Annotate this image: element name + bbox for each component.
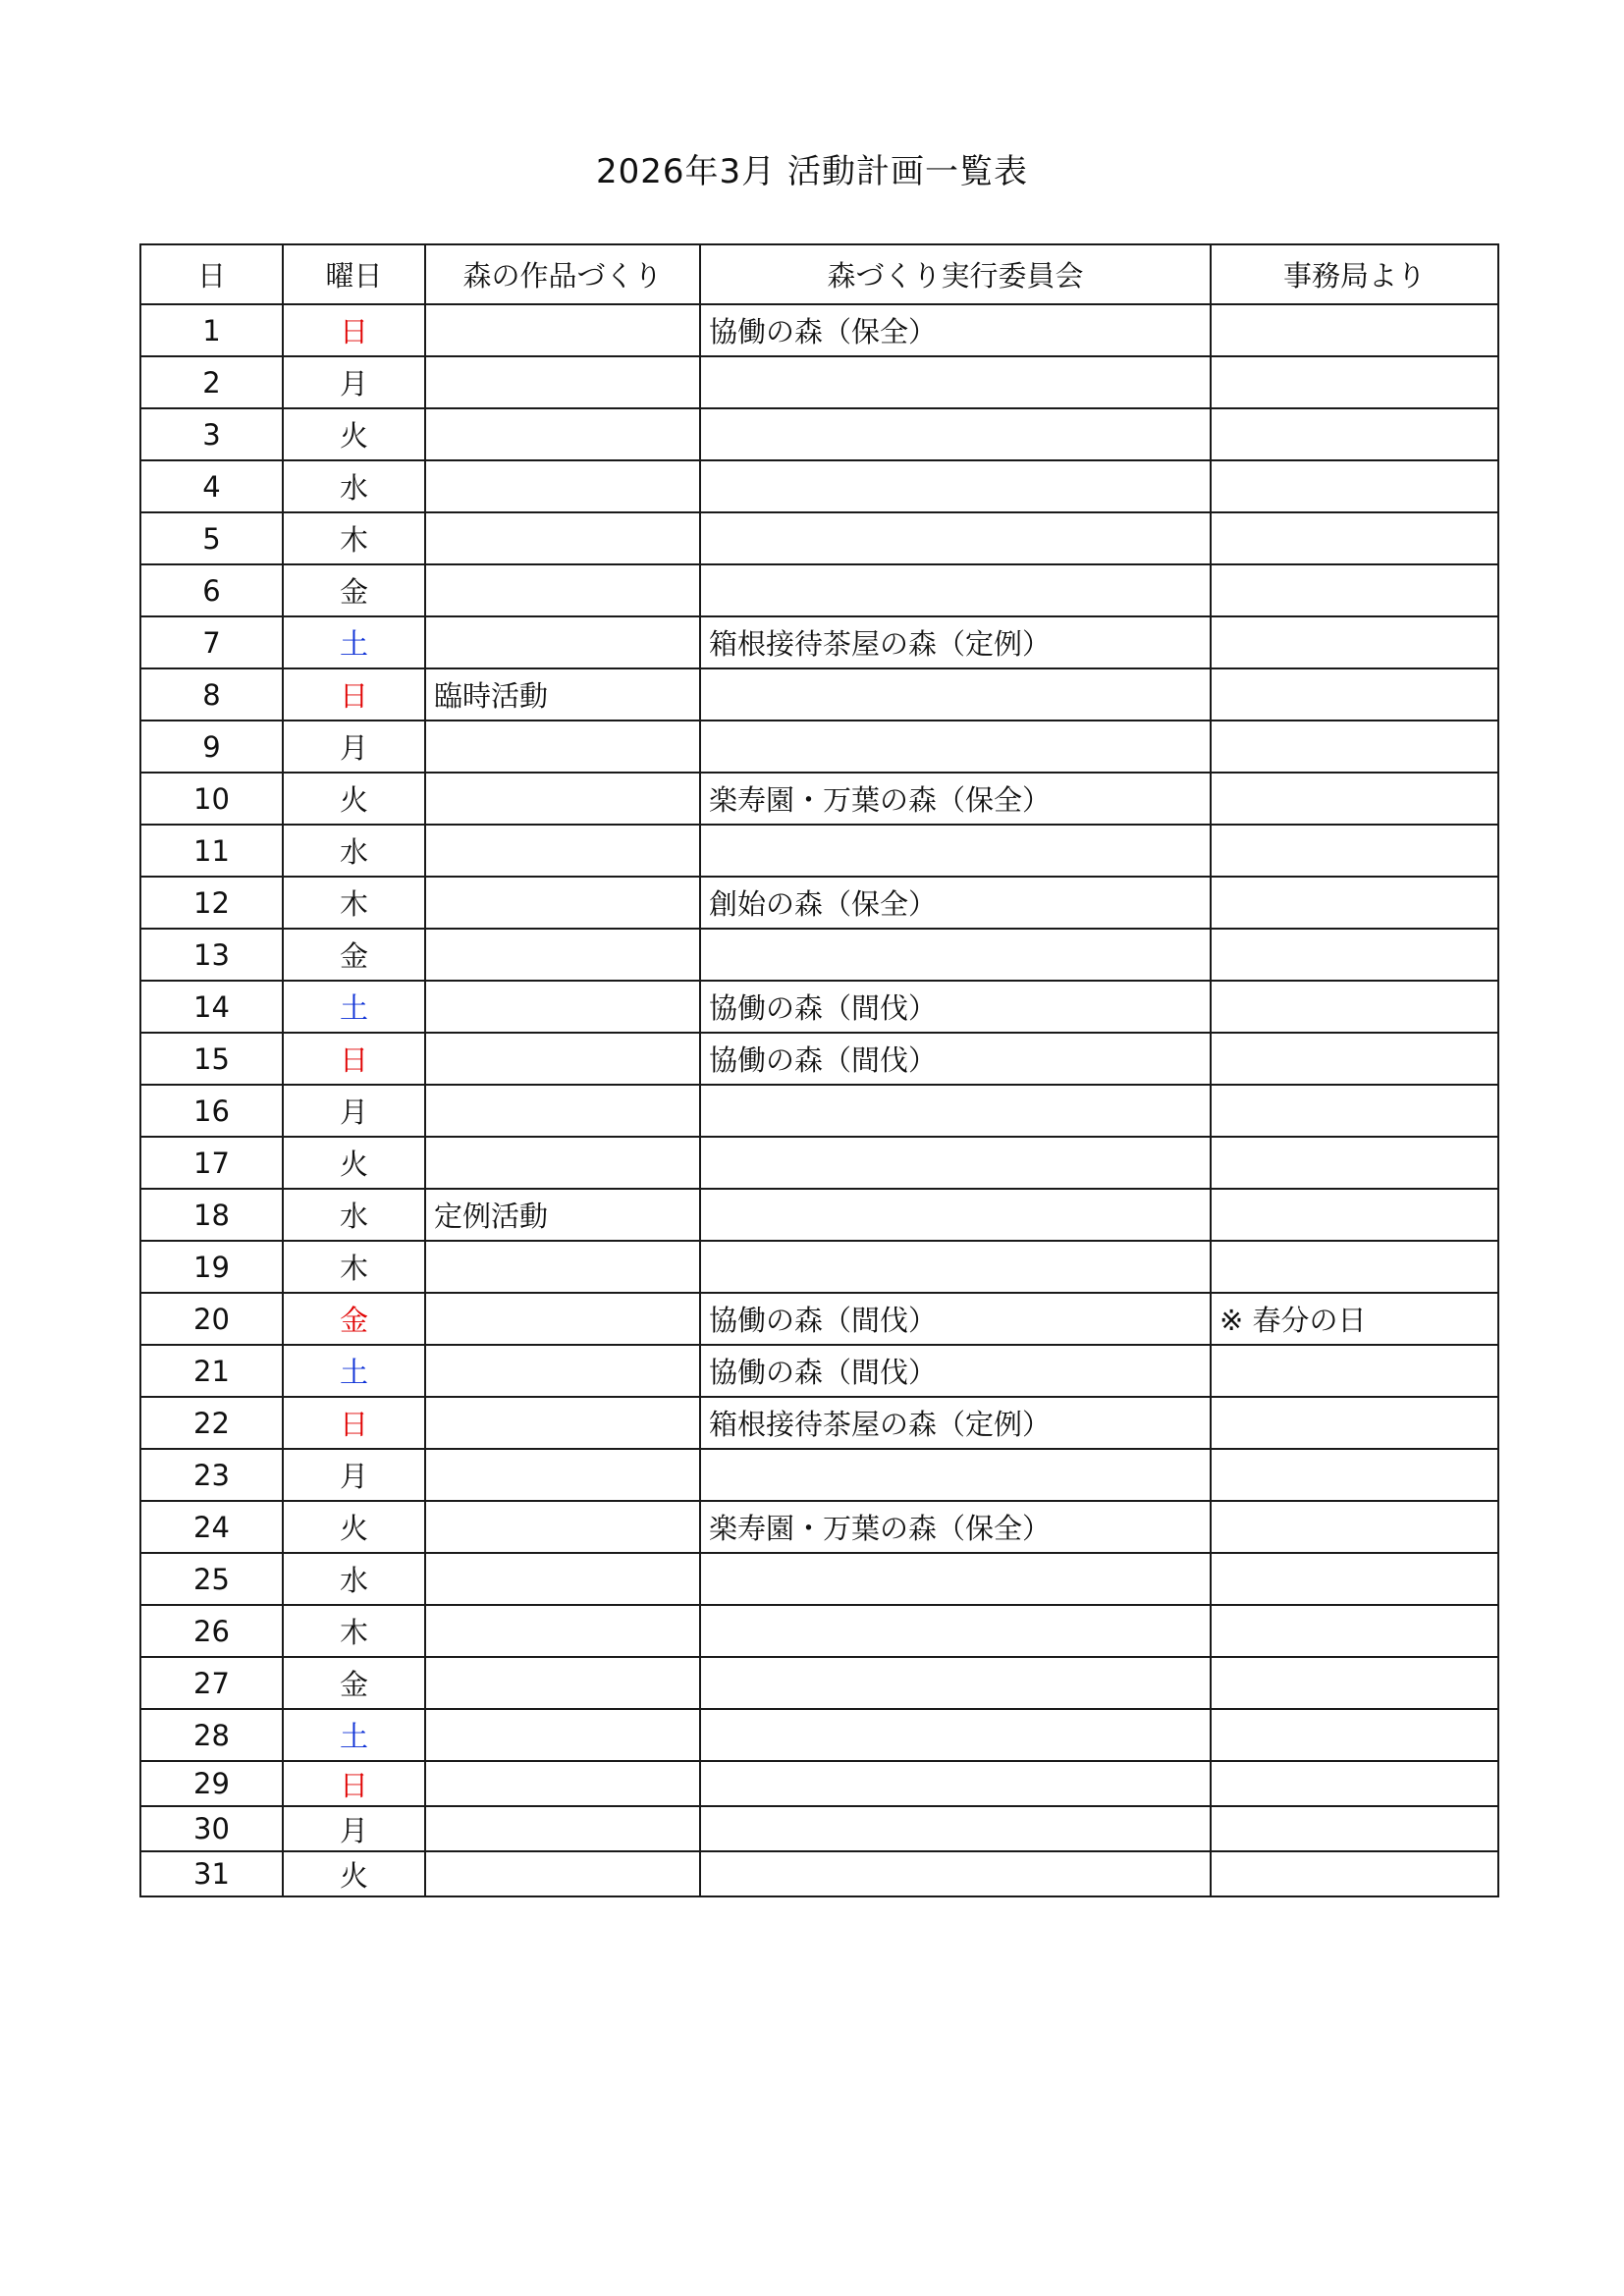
day-cell: 5 <box>140 512 283 564</box>
day-cell: 18 <box>140 1189 283 1241</box>
day-cell: 7 <box>140 616 283 668</box>
office-notes-cell <box>1211 1761 1498 1806</box>
office-notes-cell <box>1211 1709 1498 1761</box>
forest-works-cell <box>425 616 700 668</box>
office-notes-cell <box>1211 512 1498 564</box>
office-notes-cell <box>1211 1449 1498 1501</box>
page-title: 2026年3月 活動計画一覧表 <box>596 152 1028 191</box>
forest-works-cell <box>425 1241 700 1293</box>
table-row <box>140 1605 1498 1657</box>
forest-committee-cell <box>700 356 1211 408</box>
office-notes-cell <box>1211 1085 1498 1137</box>
forest-committee-cell: 協働の森（間伐） <box>700 1293 1211 1345</box>
table-row <box>140 1553 1498 1605</box>
table-row <box>140 1241 1498 1293</box>
forest-works-cell <box>425 721 700 773</box>
forest-committee-cell: 楽寿園・万葉の森（保全） <box>700 773 1211 825</box>
forest-works-cell <box>425 773 700 825</box>
forest-committee-cell <box>700 1709 1211 1761</box>
weekday-cell: 月 <box>283 721 425 773</box>
day-cell: 27 <box>140 1657 283 1709</box>
table-row <box>140 304 1498 356</box>
weekday-cell: 月 <box>283 1806 425 1851</box>
weekday-cell: 月 <box>283 1085 425 1137</box>
table-row <box>140 564 1498 616</box>
office-notes-cell <box>1211 1397 1498 1449</box>
day-cell: 2 <box>140 356 283 408</box>
forest-committee-cell <box>700 460 1211 512</box>
table-row <box>140 1085 1498 1137</box>
forest-committee-cell: 創始の森（保全） <box>700 877 1211 929</box>
forest-committee-cell <box>700 408 1211 460</box>
forest-works-cell <box>425 512 700 564</box>
forest-committee-cell <box>700 721 1211 773</box>
table-row <box>140 1189 1498 1241</box>
forest-committee-cell <box>700 1449 1211 1501</box>
day-cell: 26 <box>140 1605 283 1657</box>
weekday-cell: 日 <box>283 1033 425 1085</box>
office-notes-cell <box>1211 1189 1498 1241</box>
forest-committee-cell <box>700 668 1211 721</box>
table-row <box>140 773 1498 825</box>
day-cell: 12 <box>140 877 283 929</box>
weekday-cell: 金 <box>283 929 425 981</box>
forest-works-cell <box>425 1709 700 1761</box>
office-notes-cell <box>1211 721 1498 773</box>
header-weekday: 曜日 <box>283 244 425 304</box>
weekday-cell: 月 <box>283 1449 425 1501</box>
office-notes-cell <box>1211 1851 1498 1896</box>
forest-committee-cell: 箱根接待茶屋の森（定例） <box>700 616 1211 668</box>
day-cell: 21 <box>140 1345 283 1397</box>
office-notes-cell <box>1211 356 1498 408</box>
office-notes-cell <box>1211 1033 1498 1085</box>
weekday-cell: 水 <box>283 1553 425 1605</box>
table-row <box>140 721 1498 773</box>
day-cell: 14 <box>140 981 283 1033</box>
forest-works-cell <box>425 1345 700 1397</box>
forest-works-cell <box>425 1397 700 1449</box>
header-forest-works: 森の作品づくり <box>425 244 700 304</box>
forest-works-cell <box>425 1449 700 1501</box>
forest-works-cell <box>425 1085 700 1137</box>
day-cell: 17 <box>140 1137 283 1189</box>
table-row <box>140 512 1498 564</box>
day-cell: 30 <box>140 1806 283 1851</box>
weekday-cell: 火 <box>283 1501 425 1553</box>
weekday-cell: 水 <box>283 825 425 877</box>
weekday-cell: 金 <box>283 1657 425 1709</box>
day-cell: 31 <box>140 1851 283 1896</box>
forest-works-cell <box>425 981 700 1033</box>
forest-committee-cell: 楽寿園・万葉の森（保全） <box>700 1501 1211 1553</box>
weekday-cell: 土 <box>283 1709 425 1761</box>
table-row <box>140 929 1498 981</box>
weekday-cell: 火 <box>283 773 425 825</box>
weekday-cell: 土 <box>283 1345 425 1397</box>
forest-committee-cell: 箱根接待茶屋の森（定例） <box>700 1397 1211 1449</box>
office-notes-cell <box>1211 773 1498 825</box>
table-row <box>140 981 1498 1033</box>
day-cell: 3 <box>140 408 283 460</box>
weekday-cell: 日 <box>283 668 425 721</box>
header-office-notes: 事務局より <box>1211 244 1498 304</box>
forest-committee-cell <box>700 825 1211 877</box>
day-cell: 22 <box>140 1397 283 1449</box>
day-cell: 15 <box>140 1033 283 1085</box>
forest-committee-cell: 協働の森（保全） <box>700 304 1211 356</box>
table-header-row <box>140 244 1498 304</box>
forest-works-cell <box>425 304 700 356</box>
table-row <box>140 1761 1498 1806</box>
weekday-cell: 木 <box>283 1605 425 1657</box>
table-row <box>140 460 1498 512</box>
header-forest-committee: 森づくり実行委員会 <box>700 244 1211 304</box>
weekday-cell: 火 <box>283 1137 425 1189</box>
office-notes-cell <box>1211 564 1498 616</box>
forest-works-cell <box>425 1293 700 1345</box>
forest-works-cell <box>425 1137 700 1189</box>
table-row <box>140 1806 1498 1851</box>
day-cell: 1 <box>140 304 283 356</box>
office-notes-cell <box>1211 616 1498 668</box>
forest-committee-cell <box>700 1553 1211 1605</box>
weekday-cell: 火 <box>283 408 425 460</box>
office-notes-cell <box>1211 1501 1498 1553</box>
forest-works-cell <box>425 460 700 512</box>
forest-works-cell <box>425 1605 700 1657</box>
day-cell: 9 <box>140 721 283 773</box>
day-cell: 8 <box>140 668 283 721</box>
weekday-cell: 水 <box>283 460 425 512</box>
office-notes-cell <box>1211 668 1498 721</box>
forest-committee-cell: 協働の森（間伐） <box>700 1345 1211 1397</box>
weekday-cell: 水 <box>283 1189 425 1241</box>
table-row <box>140 1397 1498 1449</box>
forest-committee-cell <box>700 1657 1211 1709</box>
table-body <box>140 304 1498 1896</box>
table-row <box>140 1709 1498 1761</box>
forest-committee-cell <box>700 1761 1211 1806</box>
office-notes-cell <box>1211 877 1498 929</box>
weekday-cell: 日 <box>283 1397 425 1449</box>
day-cell: 4 <box>140 460 283 512</box>
table-row <box>140 1449 1498 1501</box>
table-row <box>140 1293 1498 1345</box>
table-row <box>140 825 1498 877</box>
weekday-cell: 火 <box>283 1851 425 1896</box>
table-row <box>140 1033 1498 1085</box>
forest-committee-cell <box>700 1605 1211 1657</box>
day-cell: 20 <box>140 1293 283 1345</box>
weekday-cell: 木 <box>283 877 425 929</box>
forest-committee-cell <box>700 1851 1211 1896</box>
office-notes-cell <box>1211 1605 1498 1657</box>
forest-works-cell: 臨時活動 <box>425 668 700 721</box>
forest-works-cell <box>425 825 700 877</box>
table-row <box>140 1345 1498 1397</box>
forest-committee-cell: 協働の森（間伐） <box>700 1033 1211 1085</box>
office-notes-cell <box>1211 929 1498 981</box>
forest-works-cell: 定例活動 <box>425 1189 700 1241</box>
forest-committee-cell <box>700 564 1211 616</box>
forest-works-cell <box>425 1851 700 1896</box>
forest-works-cell <box>425 877 700 929</box>
day-cell: 16 <box>140 1085 283 1137</box>
forest-works-cell <box>425 408 700 460</box>
forest-works-cell <box>425 564 700 616</box>
office-notes-cell <box>1211 408 1498 460</box>
day-cell: 11 <box>140 825 283 877</box>
weekday-cell: 金 <box>283 1293 425 1345</box>
activity-schedule-table <box>139 243 1499 1897</box>
table-row <box>140 877 1498 929</box>
table-row <box>140 408 1498 460</box>
forest-works-cell <box>425 1553 700 1605</box>
table-row <box>140 1137 1498 1189</box>
forest-committee-cell <box>700 1806 1211 1851</box>
weekday-cell: 金 <box>283 564 425 616</box>
header-day: 日 <box>140 244 283 304</box>
day-cell: 28 <box>140 1709 283 1761</box>
weekday-cell: 日 <box>283 304 425 356</box>
table-row <box>140 356 1498 408</box>
day-cell: 6 <box>140 564 283 616</box>
office-notes-cell <box>1211 1553 1498 1605</box>
day-cell: 29 <box>140 1761 283 1806</box>
weekday-cell: 月 <box>283 356 425 408</box>
forest-committee-cell <box>700 1189 1211 1241</box>
office-notes-cell <box>1211 1657 1498 1709</box>
forest-committee-cell <box>700 1137 1211 1189</box>
weekday-cell: 木 <box>283 512 425 564</box>
table-row <box>140 668 1498 721</box>
office-notes-cell <box>1211 1137 1498 1189</box>
office-notes-cell: ※ 春分の日 <box>1211 1293 1498 1345</box>
table-row <box>140 1657 1498 1709</box>
weekday-cell: 土 <box>283 616 425 668</box>
forest-committee-cell <box>700 929 1211 981</box>
day-cell: 23 <box>140 1449 283 1501</box>
forest-works-cell <box>425 1761 700 1806</box>
forest-works-cell <box>425 1501 700 1553</box>
table-row <box>140 616 1498 668</box>
office-notes-cell <box>1211 981 1498 1033</box>
day-cell: 24 <box>140 1501 283 1553</box>
office-notes-cell <box>1211 460 1498 512</box>
weekday-cell: 日 <box>283 1761 425 1806</box>
day-cell: 13 <box>140 929 283 981</box>
day-cell: 10 <box>140 773 283 825</box>
weekday-cell: 土 <box>283 981 425 1033</box>
forest-works-cell <box>425 1657 700 1709</box>
office-notes-cell <box>1211 825 1498 877</box>
forest-committee-cell <box>700 512 1211 564</box>
weekday-cell: 木 <box>283 1241 425 1293</box>
office-notes-cell <box>1211 1345 1498 1397</box>
forest-committee-cell <box>700 1241 1211 1293</box>
office-notes-cell <box>1211 1806 1498 1851</box>
forest-works-cell <box>425 356 700 408</box>
forest-works-cell <box>425 1806 700 1851</box>
forest-works-cell <box>425 1033 700 1085</box>
day-cell: 25 <box>140 1553 283 1605</box>
table-row <box>140 1851 1498 1896</box>
office-notes-cell <box>1211 304 1498 356</box>
office-notes-cell <box>1211 1241 1498 1293</box>
forest-committee-cell <box>700 1085 1211 1137</box>
forest-works-cell <box>425 929 700 981</box>
forest-committee-cell: 協働の森（間伐） <box>700 981 1211 1033</box>
day-cell: 19 <box>140 1241 283 1293</box>
table-row <box>140 1501 1498 1553</box>
